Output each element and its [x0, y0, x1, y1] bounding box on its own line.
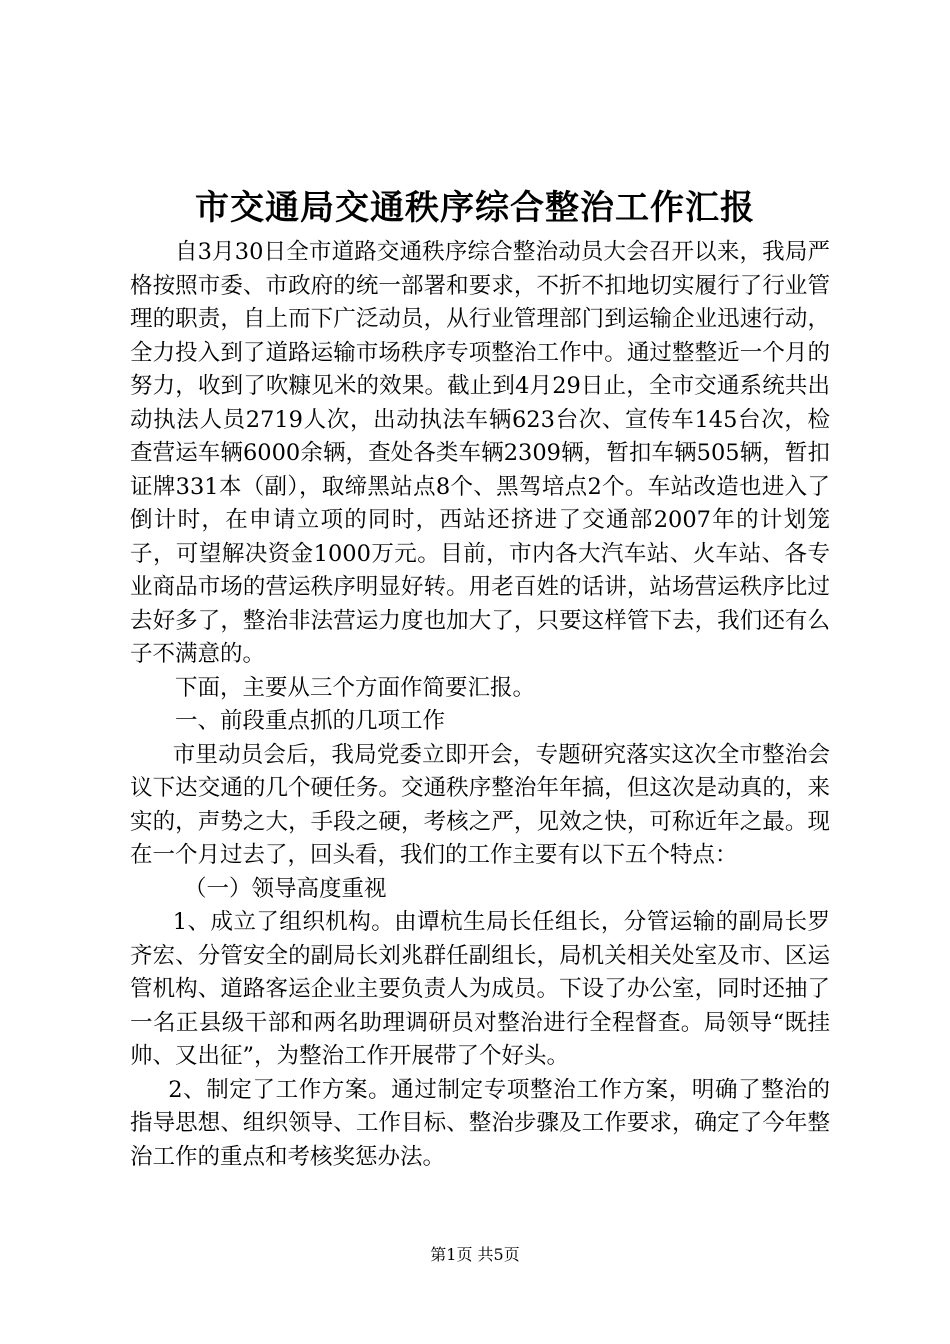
section-heading-1: 一、前段重点抓的几项工作 — [175, 708, 446, 734]
paragraph-section-1: 市里动员会后，我局党委立即开会，专题研究落实这次全市整治会议下达交通的几个硬任务。交通秩序整治年年搞，但这次是动真的，来实的，声势之大，手段之硬，考核之严，见效之快，可称近年之最。现在一个月过去了，回头看，我们的工作主要有以下五个特点： — [130, 741, 830, 868]
page-footer: 第1页 共5页 — [430, 1245, 520, 1264]
paragraph-item-2: 2、制定了工作方案。通过制定专项整治工作方案，明确了整治的指导思想、组织领导、工作目标、整治步骤及工作要求，确定了今年整治工作的重点和考核奖惩办法。 — [130, 1076, 830, 1170]
document-body — [130, 236, 830, 1174]
paragraph-item-1: 1、成立了组织机构。由谭杭生局长任组长，分管运输的副局长罗齐宏、分管安全的副局长刘兆群任副组长，局机关相关处室及市、区运管机构、道路客运企业主要负责人为成员。下设了办公室，同时还抽了一名正县级干部和两名助理调研员对整治进行全程督查。局领导“既挂帅、又出征”，为整治工作开展带了个好头。 — [130, 909, 830, 1069]
document-title: 市交通局交通秩序综合整治工作汇报 — [195, 188, 755, 228]
paragraph-intro: 自3月30日全市道路交通秩序综合整治动员大会召开以来，我局严格按照市委、市政府的统一部署和要求，不折不扣地切实履行了行业管理的职责，自上而下广泛动员，从行业管理部门到运输企业迅速行动，全力投入到了道路运输市场秩序专项整治工作中。通过整整近一个月的努力，收到了吹糠见米的效果。截止到4月29日止，全市交通系统共出动执法人员2719人次，出动执法车辆623台次、宣传车145台次，检查营运车辆6000余辆，查处各类车辆2309辆，暂扣车辆505辆，暂扣证牌331本（副），取缔黑站点8个、黑驾培点2个。车站改造也进入了倒计时，在申请立项的同时，西站还挤进了交通部2007年的计划笼子，可望解决资金1000万元。目前，市内各大汽车站、火车站、各专业商品市场的营运秩序明显好转。用老百姓的话讲，站场营运秩序比过去好多了，整治非法营运力度也加大了，只要这样管下去，我们还有么子不满意的。 — [130, 239, 830, 667]
subsection-heading-1: （一）领导高度重视 — [184, 875, 387, 902]
paragraph-overview: 下面，主要从三个方面作简要汇报。 — [175, 674, 536, 701]
